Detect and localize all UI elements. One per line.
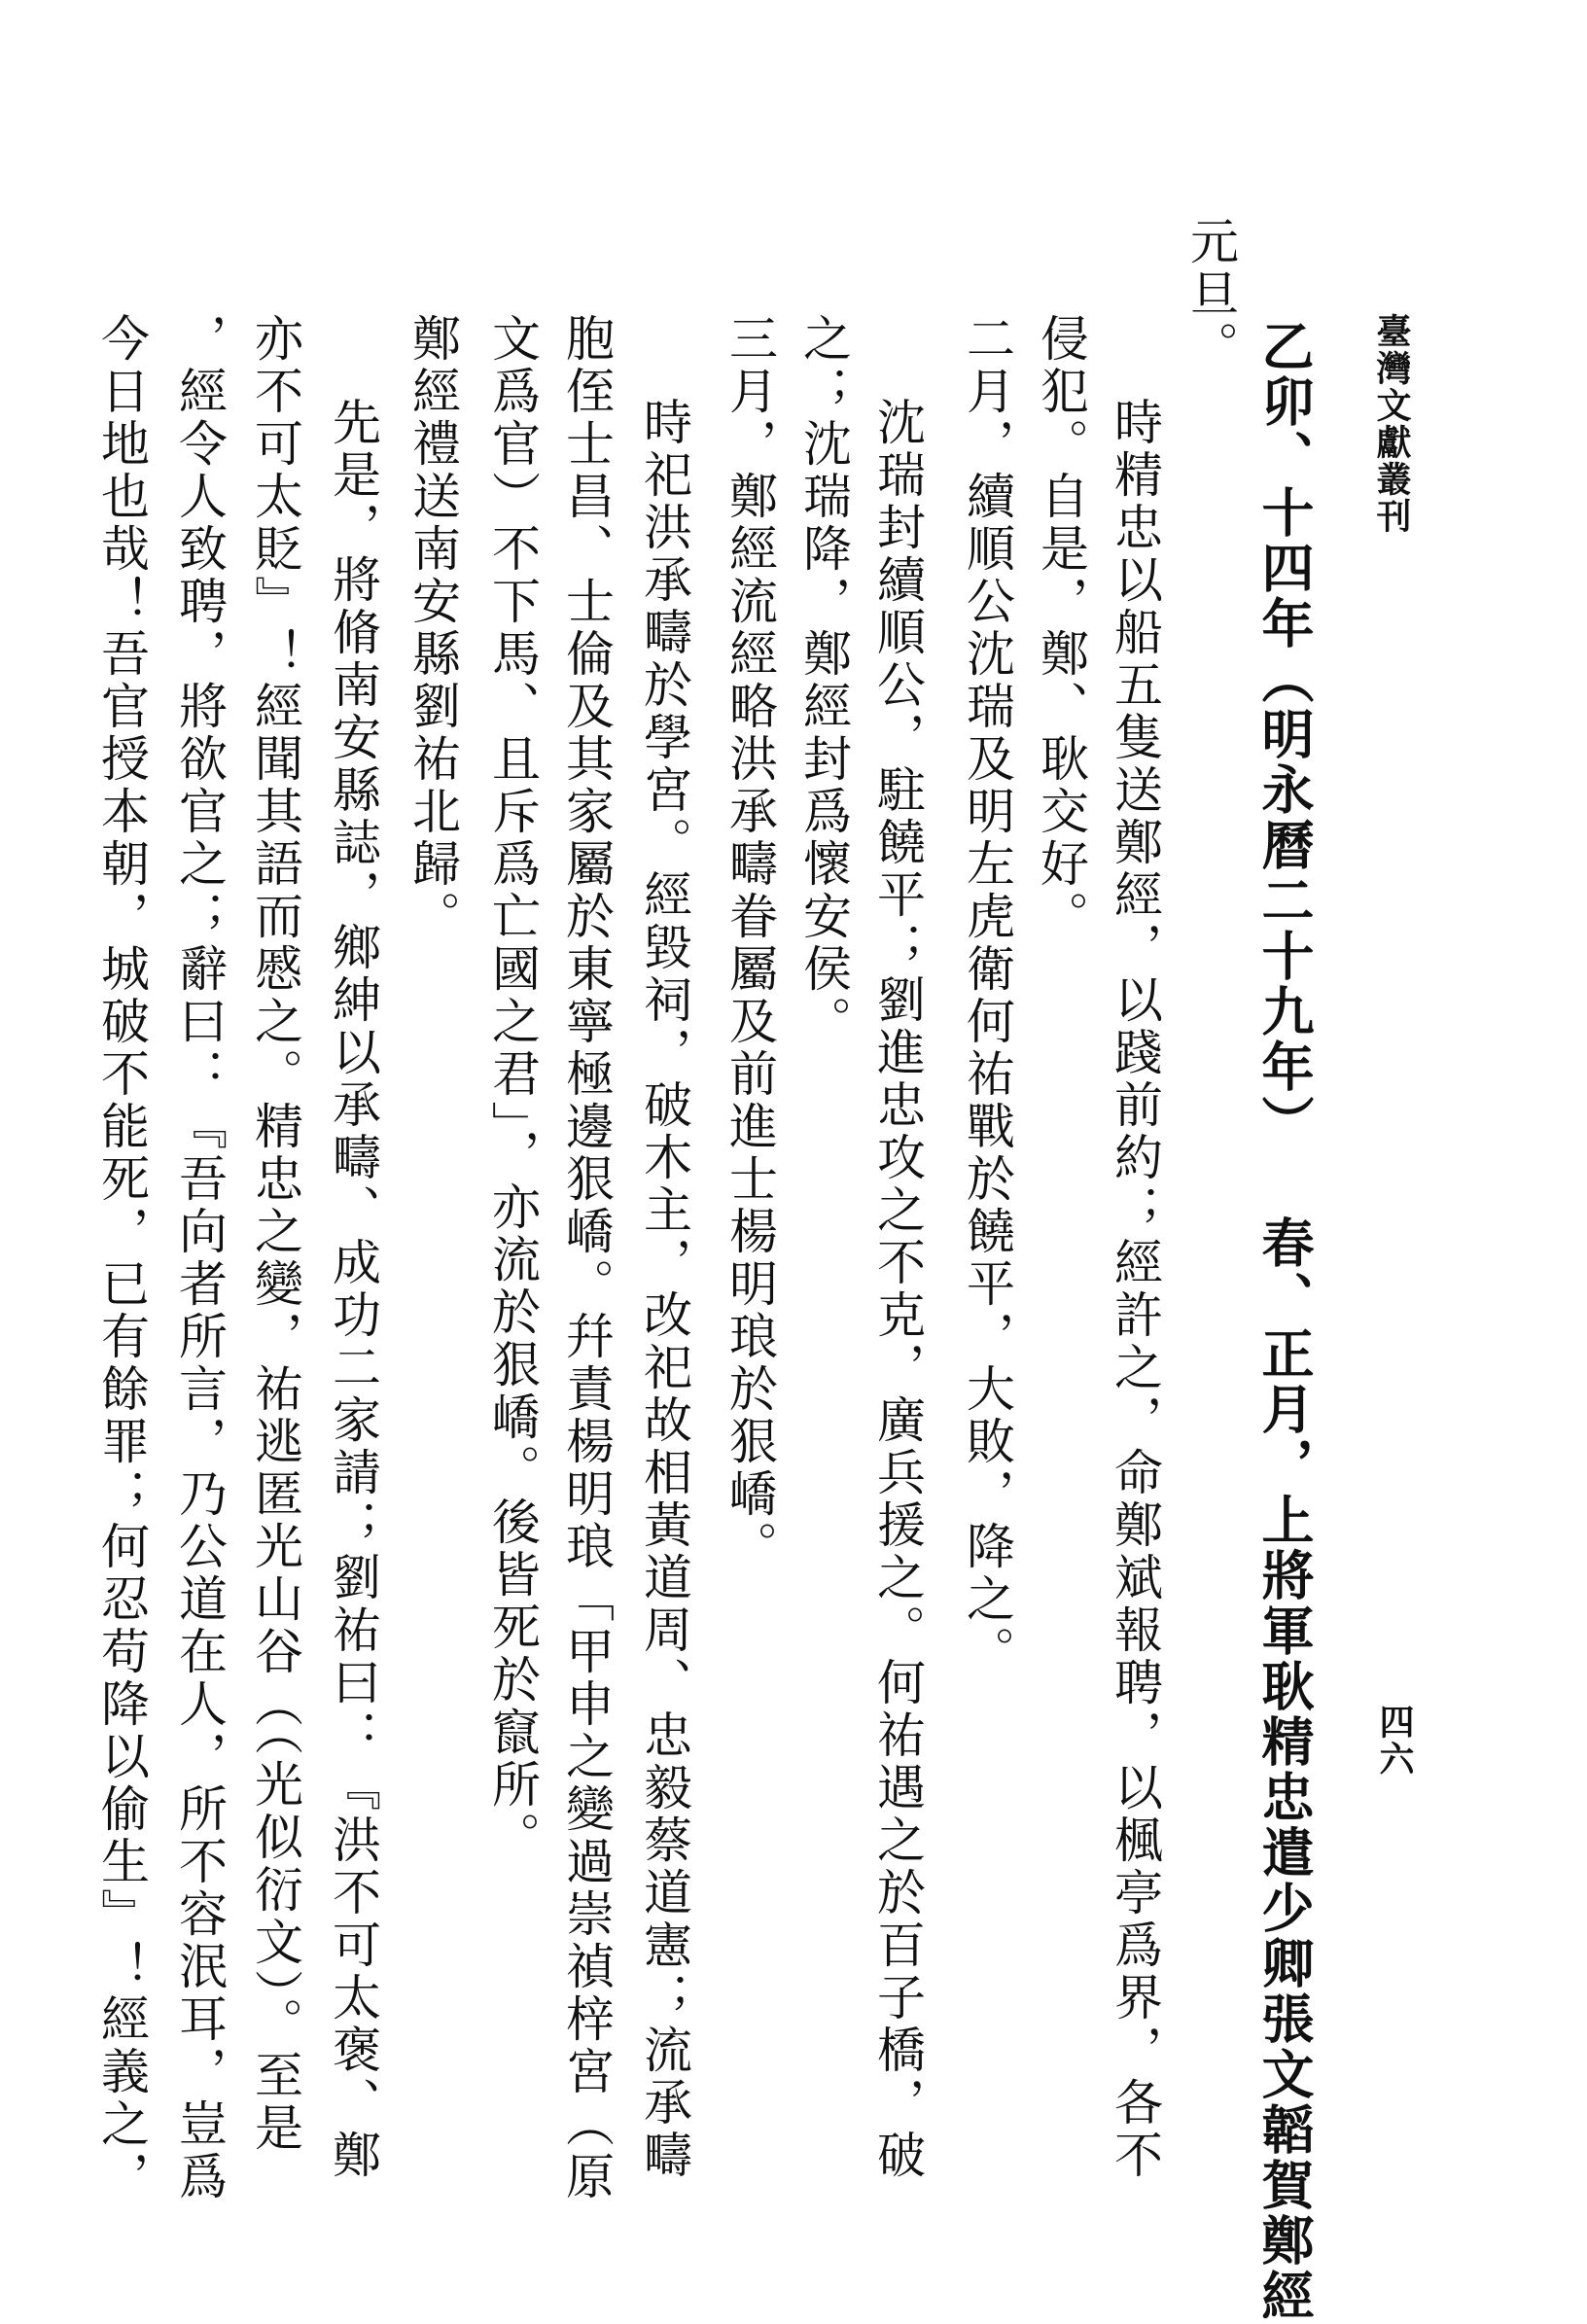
year-heading: 乙卯、十四年（明永曆二十九年） 春、正月，上將軍耿精忠遣少卿張文韜賀鄭經 — [1253, 319, 1316, 2324]
text-column: 亦不可太貶』！經聞其語而慼之。精忠之變，祐逃匿光山谷（（光似衍文）。至是 — [247, 313, 303, 2155]
text-column: 之；沈瑞降，鄭經封爲懷安侯。 — [795, 313, 852, 1048]
text-column: 時祀洪承疇於學宮。經毀祠，破木主，改祀故相黃道周、忠毅蔡道憲；流承疇 — [636, 397, 692, 2182]
text-column: ，經令人致聘，將欲官之；辭曰：『吾向者所言，乃公道在人，所不容泯耳，豈爲 — [171, 313, 228, 2203]
text-column: 先是，將脩南安縣誌，鄉紳以承疇、成功二家請；劉祐曰：『洪不可太褒、鄭 — [325, 397, 381, 2182]
text-column: 元旦。 — [1182, 216, 1239, 373]
page-number: 四六 — [1374, 1704, 1415, 1778]
text-column: 胞侄士昌、士倫及其家屬於東寧極邊狠嶠。幷責楊明琅「甲申之變過崇禎梓宮（原 — [558, 313, 615, 2203]
text-column: 沈瑞封續順公，駐饒平；劉進忠攻之不克，廣兵援之。何祐遇之於百子橋，破 — [869, 397, 926, 2182]
entry-heading: 二月，續順公沈瑞及明左虎衛何祐戰於饒平，大敗，降之。 — [959, 313, 1015, 1678]
text-column: 侵犯。自是，鄭、耿交好。 — [1033, 313, 1089, 943]
series-title: 臺灣文獻叢刊 — [1371, 313, 1412, 535]
text-column: 時精忠以船五隻送鄭經，以踐前約；經許之，命鄭斌報聘，以楓亭爲界，各不 — [1107, 397, 1163, 2182]
entry-heading: 鄭經禮送南安縣劉祐北歸。 — [405, 313, 461, 943]
text-column: 文爲官）不下馬、且斥爲亡國之君」，亦流於狠嶠。後皆死於竄所。 — [484, 313, 541, 1864]
text-column: 今日地也哉！吾官授本朝，城破不能死，已有餘罪；何忍苟降以偷生』！經義之， — [93, 313, 150, 2203]
entry-heading: 三月，鄭經流經略洪承疇眷屬及前進士楊明琅於狠嶠。 — [722, 313, 778, 1573]
